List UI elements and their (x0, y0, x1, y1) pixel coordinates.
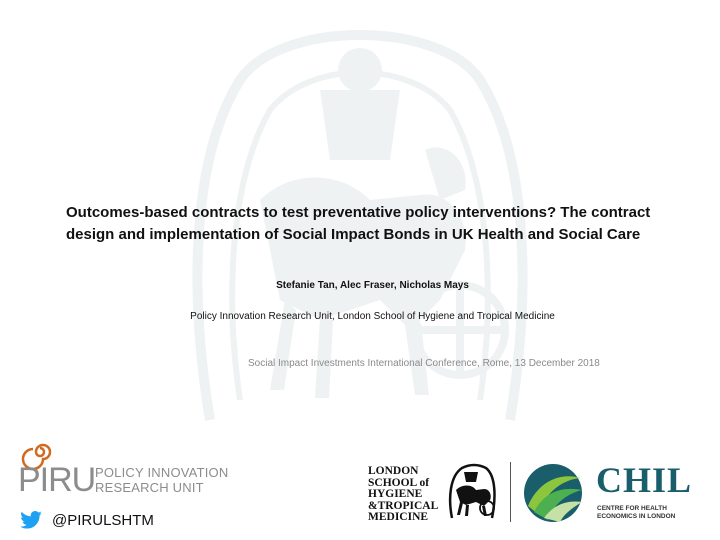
lshtm-line: SCHOOL of (368, 476, 430, 489)
chil-sub-line1: CENTRE FOR HEALTH (597, 505, 667, 512)
twitter-handle: @PIRULSHTM (52, 512, 154, 529)
authors: Stefanie Tan, Alec Fraser, Nicholas Mays (276, 280, 469, 291)
conference-info: Social Impact Investments International Conference, Rome, 13 December 2018 (248, 358, 600, 369)
piru-line1: POLICY INNOVATION (95, 465, 229, 480)
lshtm-line: HYGIENE (368, 488, 423, 500)
chil-sub-line2: ECONOMICS IN LONDON (597, 513, 676, 520)
lshtm-line: LONDON (368, 465, 419, 477)
logo-divider (510, 462, 511, 522)
lshtm-line: &TROPICAL (368, 499, 439, 512)
twitter-bird-icon (20, 511, 42, 529)
presentation-title: Outcomes-based contracts to test preventative policy interventions? The contract design and implementation of Social Impact Bonds in UK Health and Social Care (66, 204, 651, 243)
piru-line2: RESEARCH UNIT (95, 480, 204, 495)
piru-text (95, 465, 228, 495)
chil-subtitle (597, 505, 675, 521)
affiliation: Policy Innovation Research Unit, London School of Hygiene and Tropical Medicine (190, 311, 555, 322)
lshtm-line: MEDICINE (368, 511, 429, 523)
lshtm-crest-icon (446, 462, 498, 522)
chil-swirl-icon (520, 462, 586, 524)
chil-name: CHIL (596, 460, 693, 500)
lshtm-logo-text (368, 466, 438, 524)
piru-mark: PIRU (18, 461, 96, 496)
